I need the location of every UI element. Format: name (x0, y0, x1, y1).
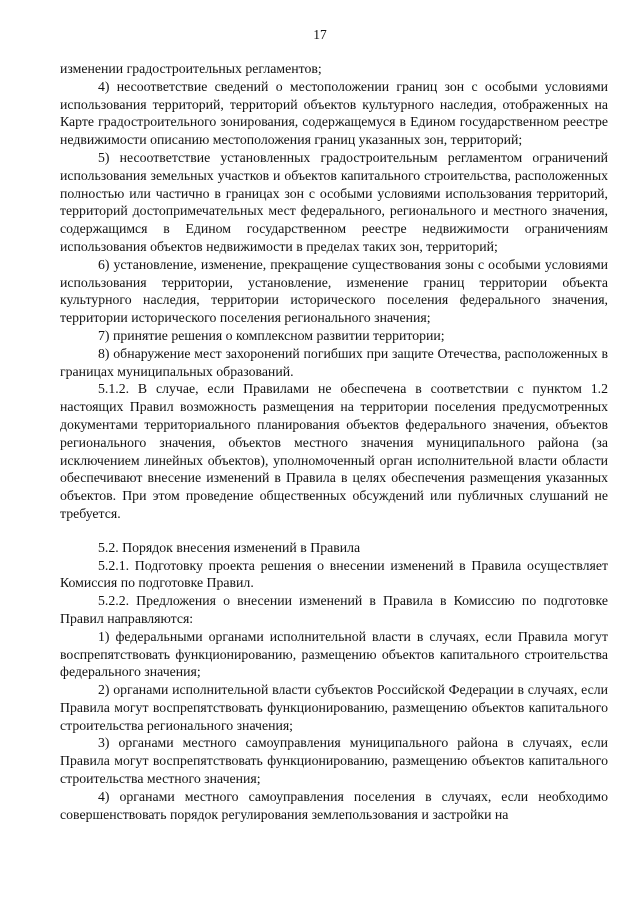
sub-item-4: 4) органами местного самоуправления поселения в случаях, если необходимо совершенствовать порядок регулирования землепользования и застройки на (60, 788, 608, 822)
sub-item-3: 3) органами местного самоуправления муниципального района в случаях, если Правила могут воспрепятствовать функционированию, размещению объектов капитального строительства местного значения; (60, 735, 608, 787)
list-item-7: 7) принятие решения о комплексном развитии территории; (98, 327, 445, 343)
clause-5-1-2: 5.1.2. В случае, если Правилами не обеспечена в соответствии с пунктом 1.2 настоящих Правил возможность размещения на территории поселения предусмотренных документами территориального планирования объектов федерального значения, объектов регионального значения, объектов местного значения муниципального района (за исключением линейных объектов), уполномоченный орган исполнительной власти области обеспечивают внесение изменений в Правила в целях обеспечения размещения указанных объектов. При этом проведение общественных обсуждений или публичных слушаний не требуется. (60, 381, 608, 521)
list-item-5: 5) несоответствие установленных градостроительным регламентом ограничений использования земельных участков и объектов капитального строительства, расположенных полностью или частично в границах зон с особыми условиями использования территорий, территорий достопримечательных мест федерального, регионального и местного значения, содержащимся в Едином государственном реестре недвижимости ограничениям использования объектов недвижимости в пределах таких зон, территорий; (60, 149, 608, 254)
list-item-6: 6) установление, изменение, прекращение существования зоны с особыми условиями использования территории, установление, изменение границ территории объекта культурного наследия, территории исторического поселения федерального значения, территории исторического поселения регионального значения; (60, 256, 608, 326)
list-item-8: 8) обнаружение мест захоронений погибших при защите Отечества, расположенных в границах муниципальных образований. (60, 345, 608, 379)
sub-item-2: 2) органами исполнительной власти субъектов Российской Федерации в случаях, если Правила могут воспрепятствовать функционированию, размещению объектов капитального строительства регионального значения; (60, 682, 608, 733)
section-heading-5-2: 5.2. Порядок внесения изменений в Правила (98, 539, 361, 555)
paragraph-continuation: изменении градостроительных регламентов; (60, 61, 322, 76)
clause-5-2-2: 5.2.2. Предложения о внесении изменений в Правила в Комиссию по подготовке Правил направляются: (60, 593, 608, 626)
page-number: 17 (313, 27, 327, 42)
page-body (60, 60, 608, 823)
list-item-4: 4) несоответствие сведений о местоположении границ зон с особыми условиями использования территорий, территорий объектов культурного наследия, отображенных на Карте градостроительного зонирования, содержащемуся в Едином государственном реестре недвижимости описанию местоположения границ указанных зон, территорий; (60, 78, 608, 148)
sub-item-1: 1) федеральными органами исполнительной власти в случаях, если Правила могут воспрепятствовать функционированию, размещению объектов капитального строительства федерального значения; (60, 628, 608, 680)
clause-5-2-1: 5.2.1. Подготовку проекта решения о внесении изменений в Правила осуществляет Комиссия по подготовке Правил. (60, 557, 608, 591)
